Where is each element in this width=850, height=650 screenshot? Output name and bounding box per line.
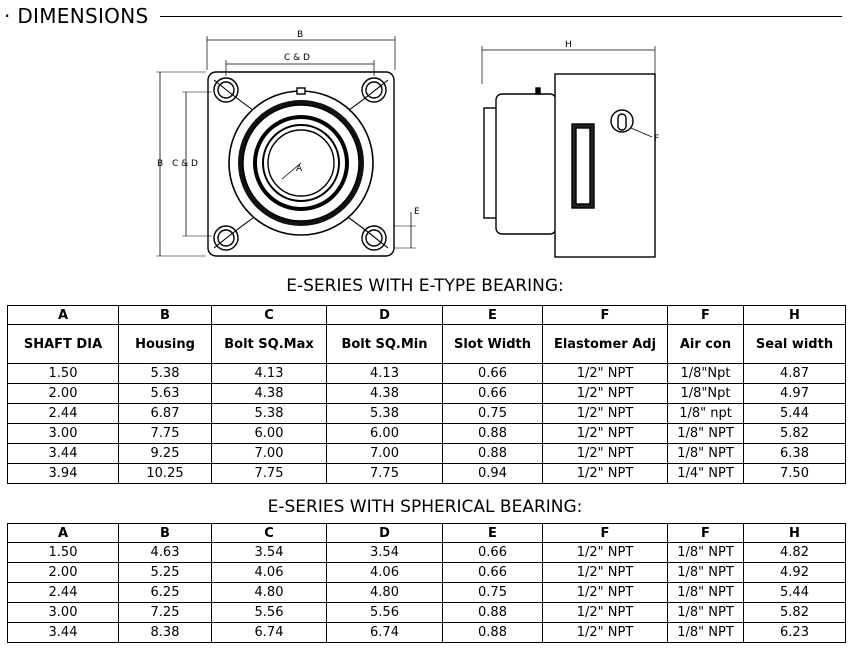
column-letter-4: E [443,306,543,325]
table-cell: 8.38 [119,623,212,643]
table-cell: 0.88 [443,603,543,623]
table-cell: 7.75 [327,464,443,484]
table-cell: 1/8"Npt [668,364,744,384]
table-cell: 3.54 [327,543,443,563]
column-letter-5: F [543,524,668,543]
table1-body [8,364,846,484]
table-cell: 0.88 [443,444,543,464]
table1-letter-header [8,306,846,325]
table-row [8,583,846,603]
table-cell: 9.25 [119,444,212,464]
table-cell: 7.00 [212,444,327,464]
table-cell: 1/2" NPT [543,384,668,404]
table-cell: 3.44 [8,623,119,643]
table-cell: 5.82 [744,424,846,444]
table-cell: 4.80 [327,583,443,603]
table-cell: 5.56 [327,603,443,623]
table-cell: 1/8" npt [668,404,744,424]
column-letter-0: A [8,524,119,543]
table-cell: 0.88 [443,424,543,444]
column-name-5: Elastomer Adj [543,325,668,364]
table-row [8,404,846,424]
table-cell: 0.66 [443,563,543,583]
table-cell: 1/4" NPT [668,464,744,484]
table-cell: 6.87 [119,404,212,424]
column-letter-7: H [744,524,846,543]
table-cell: 5.44 [744,404,846,424]
column-letter-3: D [327,306,443,325]
table1-title: E-SERIES WITH E-TYPE BEARING: [286,276,564,296]
table-row [8,563,846,583]
column-letter-3: D [327,524,443,543]
table-cell: 0.94 [443,464,543,484]
table-cell: 0.66 [443,364,543,384]
table-cell: 1/2" NPT [543,623,668,643]
table-cell: 7.75 [119,424,212,444]
table-cell: 10.25 [119,464,212,484]
front-view-drawing [156,36,416,256]
section-header [0,0,850,30]
dim-label-e: E [414,207,420,217]
table-cell: 3.94 [8,464,119,484]
table-cell: 4.13 [212,364,327,384]
table-cell: 1/2" NPT [543,424,668,444]
table-cell: 1/2" NPT [543,563,668,583]
table-cell: 7.75 [212,464,327,484]
column-name-2: Bolt SQ.Max [212,325,327,364]
column-name-6: Air con [668,325,744,364]
table-cell: 4.82 [744,543,846,563]
table-cell: 6.25 [119,583,212,603]
column-letter-2: C [212,524,327,543]
table-cell: 1/8" NPT [668,583,744,603]
table-cell: 5.38 [327,404,443,424]
column-letter-0: A [8,306,119,325]
table2-title: E-SERIES WITH SPHERICAL BEARING: [267,497,583,517]
table-cell: 6.74 [327,623,443,643]
column-letter-7: H [744,306,846,325]
table-cell: 5.25 [119,563,212,583]
table-cell: 7.50 [744,464,846,484]
table-cell: 5.56 [212,603,327,623]
table-row [8,444,846,464]
header-rule [160,16,842,17]
table-cell: 1/8" NPT [668,563,744,583]
table-cell: 1.50 [8,364,119,384]
dim-label-cd-side: C & D [172,159,198,169]
table-cell: 1/2" NPT [543,404,668,424]
column-name-0: SHAFT DIA [8,325,119,364]
table-cell: 0.75 [443,404,543,424]
table-row [8,464,846,484]
table2-body [8,543,846,643]
table-cell: 2.00 [8,563,119,583]
column-letter-4: E [443,524,543,543]
table-cell: 0.75 [443,583,543,603]
table-cell: 1/8" NPT [668,623,744,643]
table-cell: 4.97 [744,384,846,404]
table-cell: 5.44 [744,583,846,603]
column-name-3: Bolt SQ.Min [327,325,443,364]
table-cell: 1/8" NPT [668,424,744,444]
column-letter-6: F [668,524,744,543]
table-cell: 0.88 [443,623,543,643]
table-cell: 1/2" NPT [543,464,668,484]
table-cell: 1/8" NPT [668,543,744,563]
table-cell: 5.82 [744,603,846,623]
column-letter-5: F [543,306,668,325]
column-name-7: Seal width [744,325,846,364]
table-cell: 4.80 [212,583,327,603]
table-cell: 4.38 [327,384,443,404]
side-view-drawing [482,46,655,257]
column-letter-2: C [212,306,327,325]
column-letter-6: F [668,306,744,325]
table-cell: 6.23 [744,623,846,643]
table-cell: 4.92 [744,563,846,583]
table-cell: 4.38 [212,384,327,404]
spherical-bearing-table [7,523,846,643]
table-cell: 1/2" NPT [543,364,668,384]
dim-label-b-side: B [157,159,164,169]
table-row [8,603,846,623]
dimension-drawings [0,30,850,270]
table-row [8,623,846,643]
table-cell: 2.44 [8,404,119,424]
dim-label-cd-top: C & D [284,53,310,63]
etype-bearing-table [7,305,846,484]
column-letter-1: B [119,306,212,325]
table-cell: 4.06 [327,563,443,583]
table-cell: 0.66 [443,384,543,404]
table-row [8,543,846,563]
table-cell: 5.63 [119,384,212,404]
table-cell: 7.25 [119,603,212,623]
column-name-4: Slot Width [443,325,543,364]
dim-label-f: F [654,134,660,144]
table-row [8,384,846,404]
table-cell: 4.63 [119,543,212,563]
table-cell: 4.13 [327,364,443,384]
table-cell: 1/8" NPT [668,444,744,464]
table-cell: 3.00 [8,603,119,623]
dim-label-h: H [565,40,572,50]
section-title-dimensions: · DIMENSIONS [4,4,154,28]
table-cell: 0.66 [443,543,543,563]
table-cell: 3.44 [8,444,119,464]
column-name-1: Housing [119,325,212,364]
table-cell: 2.44 [8,583,119,603]
table-cell: 6.74 [212,623,327,643]
table-cell: 6.38 [744,444,846,464]
table-cell: 7.00 [327,444,443,464]
table-cell: 3.00 [8,424,119,444]
table-cell: 1/8" NPT [668,603,744,623]
table-cell: 1.50 [8,543,119,563]
table-cell: 3.54 [212,543,327,563]
table-cell: 1/2" NPT [543,603,668,623]
column-letter-1: B [119,524,212,543]
table-cell: 5.38 [212,404,327,424]
dim-label-a: A [296,164,303,174]
table-cell: 6.00 [212,424,327,444]
table-cell: 1/8"Npt [668,384,744,404]
table-cell: 1/2" NPT [543,444,668,464]
table2-letter-header [8,524,846,543]
table-cell: 6.00 [327,424,443,444]
table-cell: 4.87 [744,364,846,384]
table-cell: 5.38 [119,364,212,384]
table-row [8,364,846,384]
dim-label-b-top: B [297,30,304,40]
table-cell: 2.00 [8,384,119,404]
table-cell: 1/2" NPT [543,583,668,603]
table-cell: 1/2" NPT [543,543,668,563]
table-row [8,424,846,444]
table-cell: 4.06 [212,563,327,583]
table1-name-header [8,325,846,364]
